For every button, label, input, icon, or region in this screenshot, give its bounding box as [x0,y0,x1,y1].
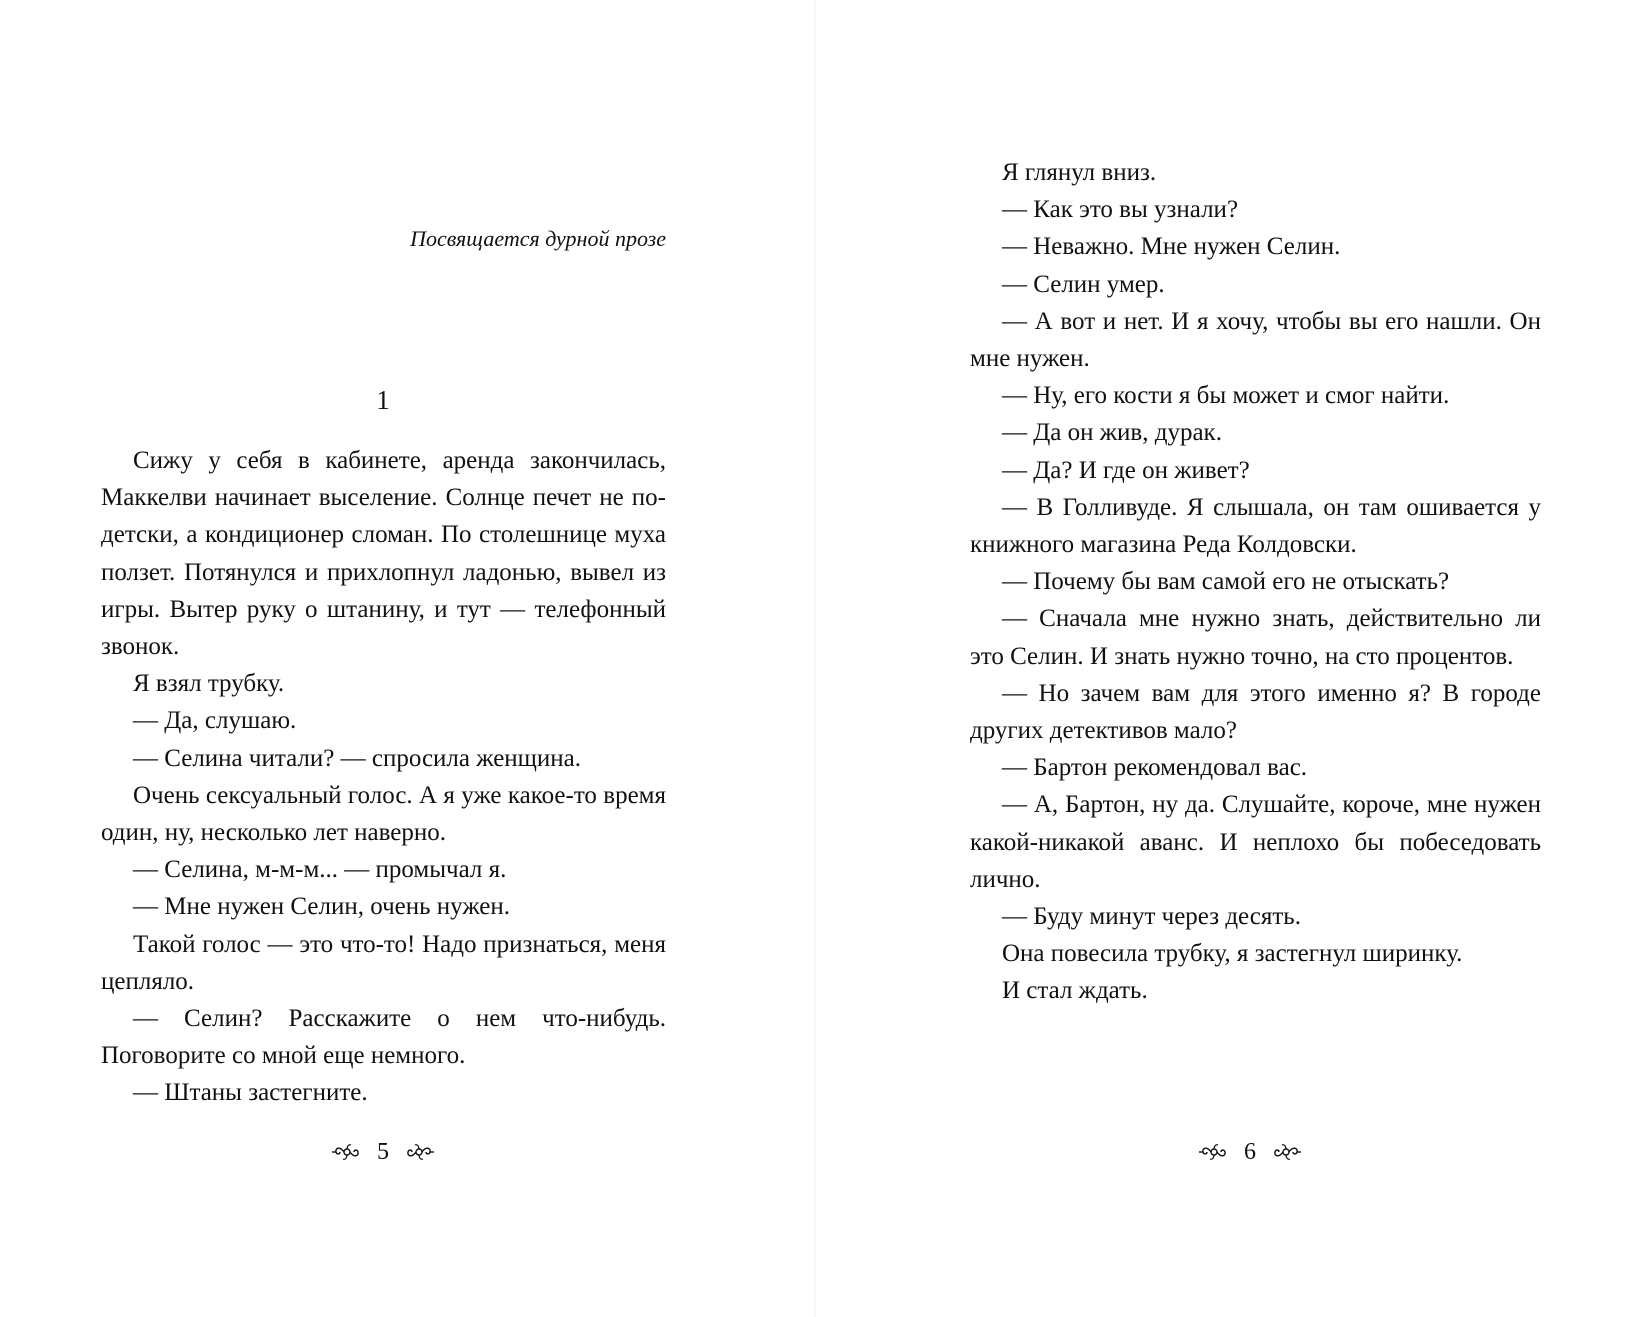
paragraph: — В Голливуде. Я слышала, он там ошивается у книжного магазина Реда Колдовски. [970,493,1541,559]
flourish-ornament-icon [1270,1142,1302,1162]
paragraph: — Да, слушаю. [133,707,297,735]
left-page [0,0,814,1317]
paragraph: И стал ждать. [1002,977,1148,1005]
paragraph: Очень сексуальный голос. А я уже какое-то время один, ну, несколько лет наверно. [101,781,666,847]
paragraph: — Селин умер. [1002,270,1165,298]
chapter-number: 1 [376,385,390,415]
paragraph: Сижу у себя в кабинете, аренда закончилась, Маккелви начинает выселение. Солнце печет не по-детски, а кондиционер сломан. По столешнице муха ползет. Потянулся и прихлопнул ладонью, вывел из игры. Вытер руку о штанину, и тут — телефонный звонок. [101,447,666,661]
left-page-text [101,442,666,1112]
page-number: 6 [1244,1139,1256,1165]
right-page-text [970,154,1541,1010]
paragraph: — Штаны застегните. [133,1079,368,1107]
paragraph: — Да он жив, дурак. [1002,419,1222,447]
paragraph: — Селина читали? — спросила женщина. [133,744,582,772]
page-footer [1150,1137,1350,1167]
paragraph: — Но зачем вам для этого именно я? В городе других детективов мало? [970,679,1541,745]
paragraph: — Как это вы узнали? [1002,196,1239,224]
paragraph: — Сначала мне нужно знать, действительно ли это Селин. И знать нужно точно, на сто процентов. [970,605,1541,670]
flourish-ornament-icon [1198,1142,1230,1162]
epigraph: Посвящается дурной прозе [410,226,666,251]
page-footer [283,1137,483,1167]
paragraph: — Селин? Расскажите о нем что-нибудь. Поговорите со мной еще немного. [101,1005,666,1070]
paragraph: — А, Бартон, ну да. Слушайте, короче, мне нужен какой-никакой аванс. И неплохо бы побеседовать лично. [970,791,1541,893]
paragraph: — Ну, его кости я бы может и смог найти. [1002,382,1450,410]
paragraph: — Мне нужен Селин, очень нужен. [133,893,511,921]
paragraph: Она повесила трубку, я застегнул ширинку. [1002,940,1463,968]
flourish-ornament-icon [331,1142,363,1162]
right-page [816,0,1632,1317]
paragraph: — Селина, м-м-м... — промычал я. [133,856,507,884]
paragraph: — Почему бы вам самой его не отыскать? [1002,568,1450,596]
flourish-ornament-icon [403,1142,435,1162]
paragraph: — Да? И где он живет? [1002,456,1250,484]
paragraph: Я взял трубку. [133,670,285,698]
page-number: 5 [377,1139,389,1165]
paragraph: — Бартон рекомендовал вас. [1002,754,1308,782]
paragraph: — Неважно. Мне нужен Селин. [1002,233,1341,261]
paragraph: — Буду минут через десять. [1002,903,1301,931]
paragraph: — А вот и нет. И я хочу, чтобы вы его нашли. Он мне нужен. [970,307,1541,373]
paragraph: Я глянул вниз. [1002,159,1157,186]
paragraph: Такой голос — это что-то! Надо признаться, меня цепляло. [101,930,666,995]
